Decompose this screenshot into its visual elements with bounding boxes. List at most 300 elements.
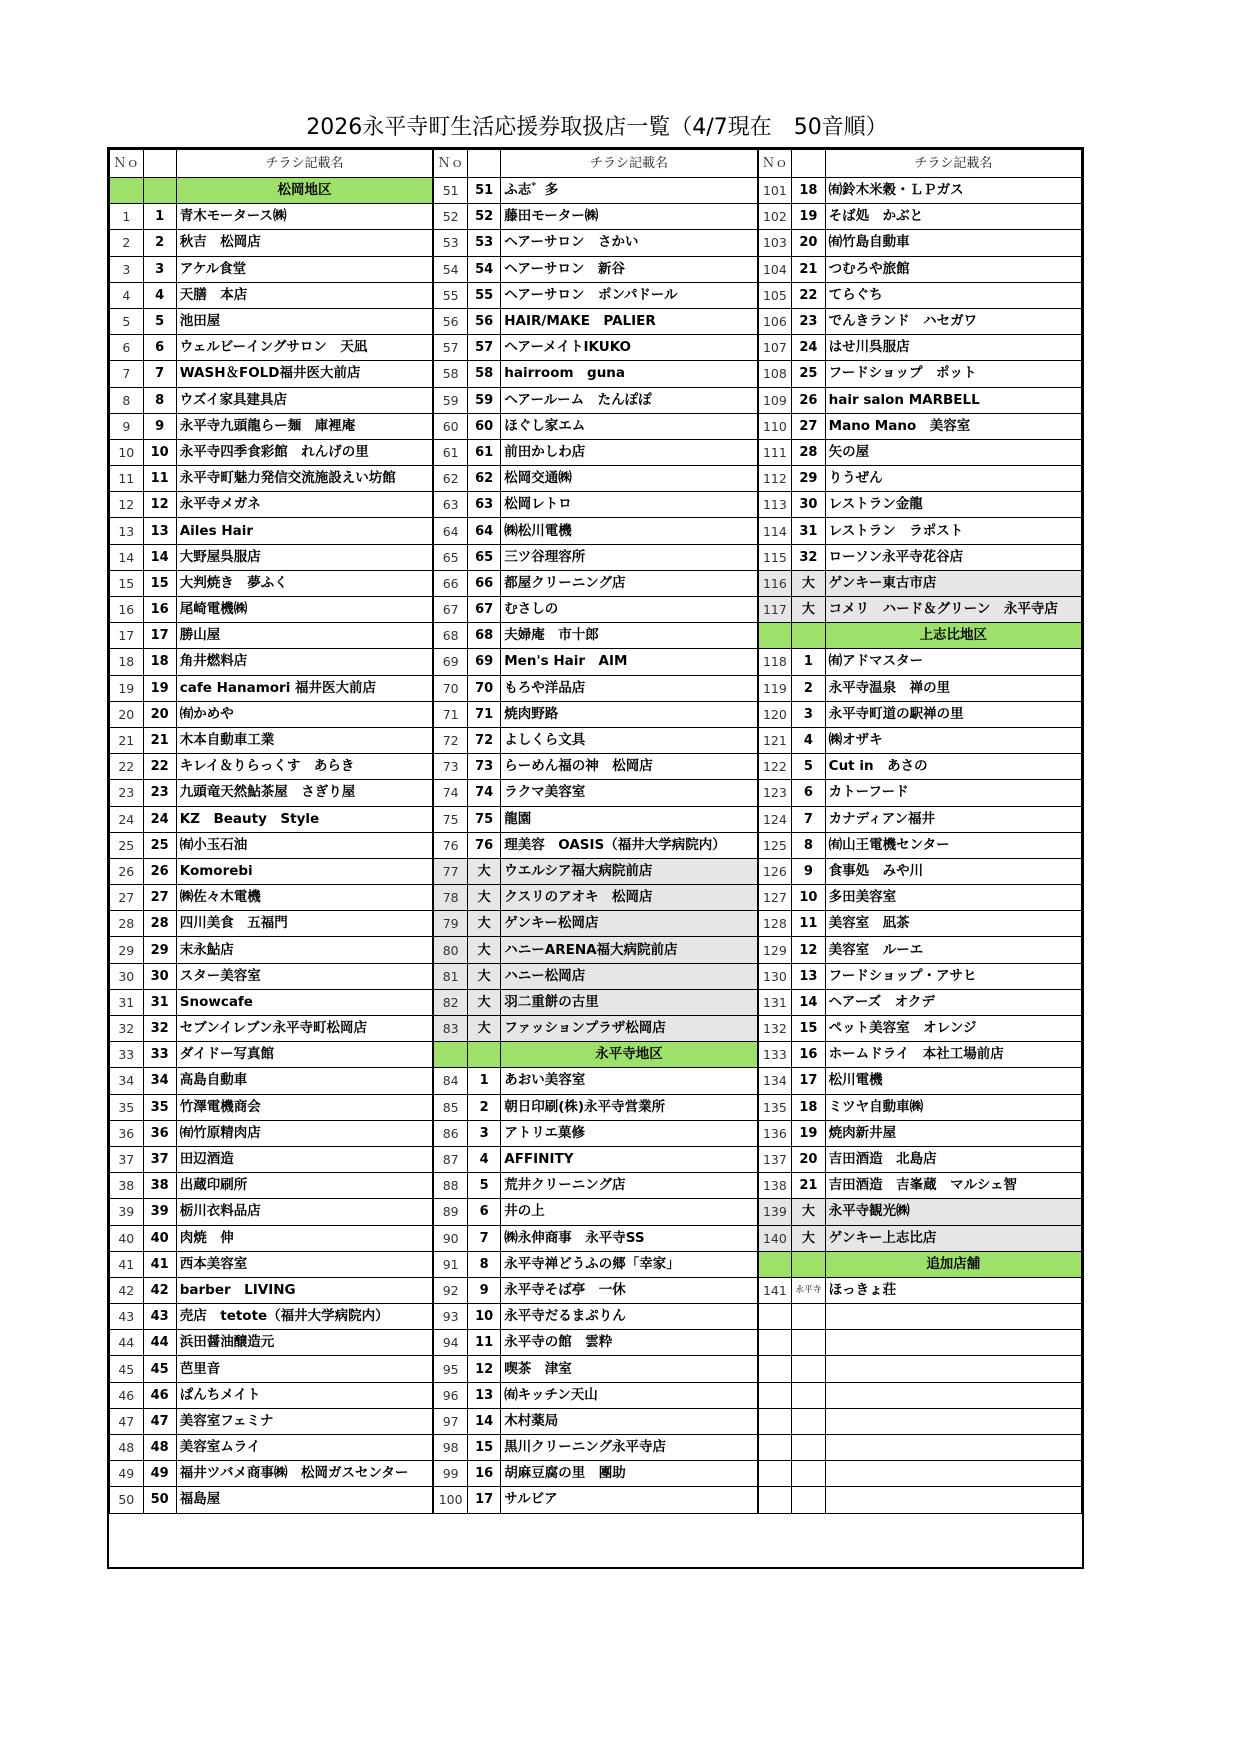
table-row (434, 439, 757, 465)
row-store-name: クスリのアオキ 松岡店 (501, 885, 757, 911)
row-seq-number (758, 1461, 792, 1487)
row-seq-number: 78 (434, 885, 468, 911)
row-area-number: 45 (143, 1356, 176, 1382)
row-store-name: 喫茶 津室 (501, 1356, 757, 1382)
row-seq-number: 139 (758, 1199, 792, 1225)
table-row (110, 282, 433, 308)
row-area-number: 1 (143, 204, 176, 230)
row-seq-number: 83 (434, 1016, 468, 1042)
row-seq-number: 75 (434, 806, 468, 832)
row-seq-number: 16 (110, 597, 144, 623)
row-area-number: 32 (143, 1016, 176, 1042)
row-area-number: 25 (792, 361, 825, 387)
row-seq-number: 13 (110, 518, 144, 544)
row-seq-number: 117 (758, 597, 792, 623)
table-header-row (434, 150, 757, 178)
row-area-number: 17 (143, 623, 176, 649)
row-store-name: 肉焼 伸 (176, 1225, 433, 1251)
table-row (110, 649, 433, 675)
table-row (758, 518, 1081, 544)
row-store-name: 永平寺温泉 禅の里 (825, 675, 1081, 701)
table-row (110, 885, 433, 911)
row-seq-number: 126 (758, 858, 792, 884)
table-row (758, 727, 1081, 753)
row-store-name: 勝山屋 (176, 623, 433, 649)
row-store-name: 永平寺だるまぷりん (501, 1304, 757, 1330)
row-seq-number: 45 (110, 1356, 144, 1382)
row-area-number: 15 (792, 1016, 825, 1042)
row-area-number: 大 (467, 885, 500, 911)
row-area-number: 7 (467, 1225, 500, 1251)
row-area-number: 59 (467, 387, 500, 413)
row-area-number: 22 (792, 282, 825, 308)
table-row (110, 413, 433, 439)
row-store-name: 永平寺町道の駅禅の里 (825, 701, 1081, 727)
row-area-number: 71 (467, 701, 500, 727)
row-area-number: 30 (792, 492, 825, 518)
row-seq-number: 101 (758, 178, 792, 204)
table-row (110, 727, 433, 753)
row-area-number (792, 1408, 825, 1434)
row-seq-number: 87 (434, 1146, 468, 1172)
row-store-name: ほぐし家エム (501, 413, 757, 439)
section-label: 永平寺地区 (501, 1042, 757, 1068)
row-area-number: 52 (467, 204, 500, 230)
row-seq-number: 119 (758, 675, 792, 701)
row-area-number: 49 (143, 1461, 176, 1487)
row-area-number: 21 (143, 727, 176, 753)
row-area-number: 21 (792, 256, 825, 282)
table-row (434, 806, 757, 832)
row-seq-number: 64 (434, 518, 468, 544)
table-row (434, 1094, 757, 1120)
row-area-number: 2 (143, 230, 176, 256)
table-row (758, 885, 1081, 911)
table-row (110, 911, 433, 937)
row-seq-number: 52 (434, 204, 468, 230)
row-area-number: 18 (792, 178, 825, 204)
table-row (434, 230, 757, 256)
row-store-name: 田辺酒造 (176, 1146, 433, 1172)
table-row (758, 256, 1081, 282)
row-area-number: 39 (143, 1199, 176, 1225)
row-store-name: 木村薬局 (501, 1408, 757, 1434)
row-store-name: 美容室ムライ (176, 1435, 433, 1461)
row-area-number: 15 (467, 1435, 500, 1461)
row-store-name: cafe Hanamori 福井医大前店 (176, 675, 433, 701)
row-store-name: つむろや旅館 (825, 256, 1081, 282)
table-row (110, 1251, 433, 1277)
row-area-number: 51 (467, 178, 500, 204)
row-store-name: 永平寺禅どうふの郷「幸家」 (501, 1251, 757, 1277)
row-area-number: 76 (467, 832, 500, 858)
row-store-name: ㈱永伸商事 永平寺SS (501, 1225, 757, 1251)
row-seq-number (758, 1356, 792, 1382)
row-seq-number: 26 (110, 858, 144, 884)
row-seq-number: 19 (110, 675, 144, 701)
row-seq-number: 86 (434, 1120, 468, 1146)
row-store-name: 秋吉 松岡店 (176, 230, 433, 256)
section-blank (434, 1042, 468, 1068)
row-store-name: ゲンキー松岡店 (501, 911, 757, 937)
row-area-number: 10 (792, 885, 825, 911)
row-area-number: 61 (467, 439, 500, 465)
row-area-number: 大 (792, 1225, 825, 1251)
row-seq-number: 134 (758, 1068, 792, 1094)
row-seq-number: 97 (434, 1408, 468, 1434)
table-row (110, 858, 433, 884)
row-seq-number: 48 (110, 1435, 144, 1461)
table-row (758, 308, 1081, 334)
table-row (434, 1435, 757, 1461)
row-area-number: 75 (467, 806, 500, 832)
row-area-number: 12 (143, 492, 176, 518)
row-seq-number: 107 (758, 335, 792, 361)
row-store-name: もろや洋品店 (501, 675, 757, 701)
row-store-name: 福島屋 (176, 1487, 433, 1513)
row-area-number: 16 (792, 1042, 825, 1068)
table-row (434, 361, 757, 387)
row-store-name: ㈱オザキ (825, 727, 1081, 753)
row-area-number: 16 (143, 597, 176, 623)
row-seq-number: 68 (434, 623, 468, 649)
row-seq-number: 5 (110, 308, 144, 334)
row-area-number: 大 (467, 937, 500, 963)
row-area-number: 12 (792, 937, 825, 963)
table-row (110, 701, 433, 727)
row-store-name: ウエルシア福大病院前店 (501, 858, 757, 884)
row-store-name: 藤田モーター㈱ (501, 204, 757, 230)
row-area-number: 9 (143, 413, 176, 439)
row-seq-number: 92 (434, 1277, 468, 1303)
row-seq-number: 88 (434, 1173, 468, 1199)
row-area-number: 7 (792, 806, 825, 832)
row-area-number: 72 (467, 727, 500, 753)
row-store-name: 松川電機 (825, 1068, 1081, 1094)
table-row (434, 858, 757, 884)
table-row (110, 1042, 433, 1068)
row-seq-number: 57 (434, 335, 468, 361)
table-row (758, 335, 1081, 361)
table-row (110, 1146, 433, 1172)
row-seq-number: 121 (758, 727, 792, 753)
row-store-name: Komorebi (176, 858, 433, 884)
table-row (758, 466, 1081, 492)
row-seq-number: 90 (434, 1225, 468, 1251)
row-seq-number: 22 (110, 754, 144, 780)
row-seq-number: 102 (758, 204, 792, 230)
table-row (110, 387, 433, 413)
row-seq-number: 36 (110, 1120, 144, 1146)
row-store-name: AFFINITY (501, 1146, 757, 1172)
row-area-number: 70 (467, 675, 500, 701)
store-table-column-2 (433, 149, 757, 1514)
row-seq-number: 29 (110, 937, 144, 963)
row-seq-number: 99 (434, 1461, 468, 1487)
table-row (434, 911, 757, 937)
row-seq-number: 127 (758, 885, 792, 911)
row-store-name: ヘアールーム たんぽぽ (501, 387, 757, 413)
row-area-number: 10 (143, 439, 176, 465)
row-store-name: てらぐち (825, 282, 1081, 308)
row-store-name: 芭里音 (176, 1356, 433, 1382)
header-blank (792, 150, 825, 178)
row-seq-number: 80 (434, 937, 468, 963)
row-store-name: そば処 かぶと (825, 204, 1081, 230)
row-store-name: ふ志゛多 (501, 178, 757, 204)
row-seq-number: 96 (434, 1382, 468, 1408)
store-table-column-3 (758, 149, 1082, 1514)
row-seq-number: 33 (110, 1042, 144, 1068)
table-row (758, 387, 1081, 413)
row-area-number: 41 (143, 1251, 176, 1277)
row-area-number: 26 (792, 387, 825, 413)
table-row (110, 1461, 433, 1487)
row-seq-number: 105 (758, 282, 792, 308)
table-row (434, 1408, 757, 1434)
row-seq-number: 58 (434, 361, 468, 387)
row-area-number (792, 1487, 825, 1513)
row-area-number: 32 (792, 544, 825, 570)
row-store-name: 永平寺の館 雲粋 (501, 1330, 757, 1356)
row-store-name (825, 1435, 1081, 1461)
row-seq-number: 100 (434, 1487, 468, 1513)
row-area-number: 大 (467, 989, 500, 1015)
row-area-number: 27 (143, 885, 176, 911)
row-area-number: 33 (143, 1042, 176, 1068)
table-row (110, 230, 433, 256)
table-row (758, 1461, 1081, 1487)
row-area-number: 4 (467, 1146, 500, 1172)
section-blank (792, 623, 825, 649)
row-seq-number: 71 (434, 701, 468, 727)
row-area-number: 大 (792, 597, 825, 623)
row-store-name: ほっきょ荘 (825, 1277, 1081, 1303)
header-name: チラシ記載名 (176, 150, 433, 178)
row-area-number (792, 1304, 825, 1330)
row-area-number: 65 (467, 544, 500, 570)
row-seq-number: 54 (434, 256, 468, 282)
row-store-name: ヘアーサロン さかい (501, 230, 757, 256)
row-store-name: レストラン金龍 (825, 492, 1081, 518)
row-seq-number: 135 (758, 1094, 792, 1120)
row-seq-number: 55 (434, 282, 468, 308)
table-row (434, 544, 757, 570)
row-seq-number: 67 (434, 597, 468, 623)
row-seq-number: 43 (110, 1304, 144, 1330)
table-row (110, 466, 433, 492)
table-row (758, 858, 1081, 884)
row-seq-number: 27 (110, 885, 144, 911)
table-row (434, 727, 757, 753)
row-seq-number: 14 (110, 544, 144, 570)
header-no: Ｎｏ (110, 150, 144, 178)
table-row (758, 963, 1081, 989)
table-row (110, 518, 433, 544)
row-store-name: 九頭竜天然鮎茶屋 さぎり屋 (176, 780, 433, 806)
table-row (110, 492, 433, 518)
row-seq-number: 9 (110, 413, 144, 439)
row-area-number: 8 (143, 387, 176, 413)
row-store-name: フードショップ・アサヒ (825, 963, 1081, 989)
row-store-name: はせ川呉服店 (825, 335, 1081, 361)
row-store-name: レストラン ラポスト (825, 518, 1081, 544)
row-area-number: 21 (792, 1173, 825, 1199)
row-area-number: 11 (143, 466, 176, 492)
row-area-number (792, 1435, 825, 1461)
row-area-number: 4 (143, 282, 176, 308)
row-store-name: Snowcafe (176, 989, 433, 1015)
row-area-number: 63 (467, 492, 500, 518)
table-row (434, 1251, 757, 1277)
store-list-sheet (107, 147, 1084, 1569)
row-store-name: 焼肉新井屋 (825, 1120, 1081, 1146)
section-label: 松岡地区 (176, 178, 433, 204)
table-row (758, 1068, 1081, 1094)
table-row (434, 989, 757, 1015)
row-area-number: 20 (792, 1146, 825, 1172)
table-row (110, 335, 433, 361)
section-label: 上志比地区 (825, 623, 1081, 649)
row-seq-number: 65 (434, 544, 468, 570)
row-seq-number: 123 (758, 780, 792, 806)
row-seq-number: 21 (110, 727, 144, 753)
row-area-number: 8 (467, 1251, 500, 1277)
row-area-number: 17 (792, 1068, 825, 1094)
table-row (434, 204, 757, 230)
row-area-number: 大 (467, 963, 500, 989)
row-seq-number: 39 (110, 1199, 144, 1225)
row-seq-number: 17 (110, 623, 144, 649)
row-store-name: 青木モータース㈱ (176, 204, 433, 230)
row-store-name: 永平寺四季食彩館 れんげの里 (176, 439, 433, 465)
row-seq-number: 60 (434, 413, 468, 439)
table-row (434, 1173, 757, 1199)
row-area-number: 47 (143, 1408, 176, 1434)
row-area-number (792, 1461, 825, 1487)
row-area-number (792, 1382, 825, 1408)
table-row (434, 832, 757, 858)
row-store-name: りうぜん (825, 466, 1081, 492)
table-row (758, 989, 1081, 1015)
row-store-name: ヘアーメイトIKUKO (501, 335, 757, 361)
table-row (758, 230, 1081, 256)
row-area-number: 13 (467, 1382, 500, 1408)
row-area-number: 42 (143, 1277, 176, 1303)
row-seq-number: 63 (434, 492, 468, 518)
row-seq-number: 133 (758, 1042, 792, 1068)
row-seq-number: 136 (758, 1120, 792, 1146)
row-area-number: 11 (467, 1330, 500, 1356)
table-row (434, 1016, 757, 1042)
row-seq-number: 49 (110, 1461, 144, 1487)
row-area-number: 大 (467, 911, 500, 937)
row-store-name: 前田かしわ店 (501, 439, 757, 465)
row-store-name: 永平寺町魅力発信交流施設えい坊館 (176, 466, 433, 492)
table-row (434, 1146, 757, 1172)
row-area-number: 67 (467, 597, 500, 623)
row-area-number: 64 (467, 518, 500, 544)
row-seq-number: 62 (434, 466, 468, 492)
row-store-name: 三ツ谷理容所 (501, 544, 757, 570)
row-area-number: 14 (143, 544, 176, 570)
table-row (110, 1277, 433, 1303)
row-area-number: 3 (792, 701, 825, 727)
row-seq-number: 130 (758, 963, 792, 989)
table-row (434, 885, 757, 911)
table-row (434, 1487, 757, 1513)
row-area-number: 28 (792, 439, 825, 465)
table-row (434, 780, 757, 806)
row-store-name: Ailes Hair (176, 518, 433, 544)
table-row (758, 754, 1081, 780)
row-store-name: 出蔵印刷所 (176, 1173, 433, 1199)
table-row (434, 623, 757, 649)
row-store-name: 永平寺観光㈱ (825, 1199, 1081, 1225)
row-store-name: 荒井クリーニング店 (501, 1173, 757, 1199)
table-row (434, 492, 757, 518)
row-store-name: 美容室フェミナ (176, 1408, 433, 1434)
table-row (758, 806, 1081, 832)
row-store-name: セブンイレブン永平寺町松岡店 (176, 1016, 433, 1042)
row-store-name: ㈲小玉石油 (176, 832, 433, 858)
table-row (758, 178, 1081, 204)
row-store-name: Mano Mano 美容室 (825, 413, 1081, 439)
row-store-name: 池田屋 (176, 308, 433, 334)
table-row (758, 1146, 1081, 1172)
table-row (110, 780, 433, 806)
row-area-number: 1 (792, 649, 825, 675)
row-seq-number: 69 (434, 649, 468, 675)
row-seq-number: 114 (758, 518, 792, 544)
row-store-name (825, 1408, 1081, 1434)
row-store-name: よしくら文具 (501, 727, 757, 753)
row-seq-number: 72 (434, 727, 468, 753)
row-store-name: ラクマ美容室 (501, 780, 757, 806)
row-area-number: 16 (467, 1461, 500, 1487)
table-row (434, 256, 757, 282)
table-header-row (110, 150, 433, 178)
row-area-number: 4 (792, 727, 825, 753)
row-seq-number: 46 (110, 1382, 144, 1408)
row-seq-number: 116 (758, 570, 792, 596)
row-store-name: 食事処 みや川 (825, 858, 1081, 884)
table-row (434, 466, 757, 492)
row-seq-number: 84 (434, 1068, 468, 1094)
row-area-number: 18 (792, 1094, 825, 1120)
row-seq-number (758, 1408, 792, 1434)
row-area-number: 26 (143, 858, 176, 884)
row-store-name: 永平寺九頭龍らー麺 庫裡庵 (176, 413, 433, 439)
table-row (758, 1042, 1081, 1068)
table-row (110, 204, 433, 230)
table-row (110, 963, 433, 989)
row-area-number: 14 (467, 1408, 500, 1434)
row-store-name: ㈲竹原精肉店 (176, 1120, 433, 1146)
row-store-name: 龍園 (501, 806, 757, 832)
row-store-name: 角井燃料店 (176, 649, 433, 675)
row-seq-number: 1 (110, 204, 144, 230)
table-row (110, 675, 433, 701)
table-row (434, 597, 757, 623)
table-row (434, 387, 757, 413)
table-row (758, 1304, 1081, 1330)
row-seq-number: 115 (758, 544, 792, 570)
table-row (758, 1120, 1081, 1146)
row-area-number: 44 (143, 1330, 176, 1356)
table-row (110, 1173, 433, 1199)
row-seq-number: 113 (758, 492, 792, 518)
